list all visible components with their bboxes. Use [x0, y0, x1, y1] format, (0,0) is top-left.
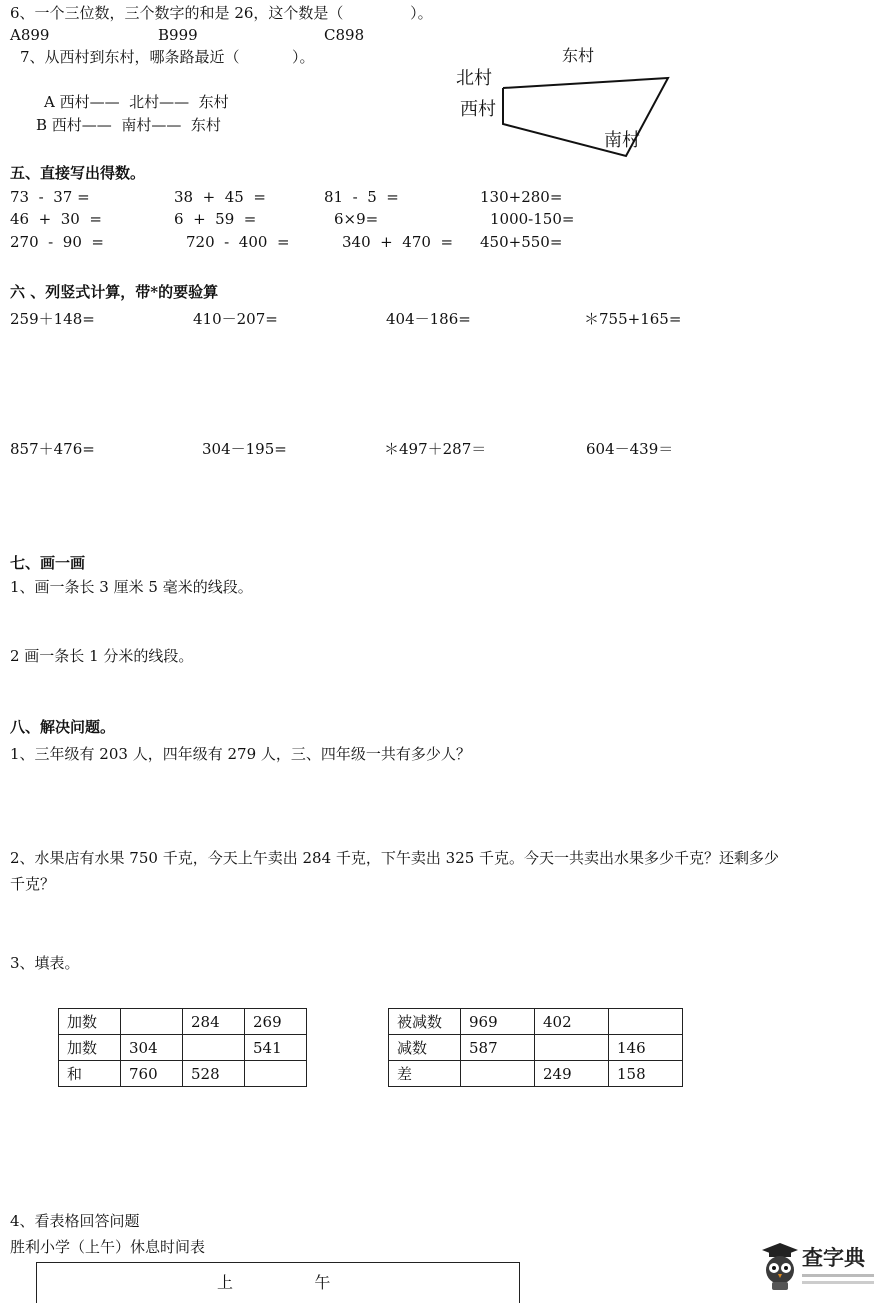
q6-option-a: A899 [10, 26, 50, 44]
table-cell [183, 1035, 245, 1061]
table-cell: 541 [245, 1035, 307, 1061]
table-row [389, 1061, 683, 1087]
problem-2-line-2: 千克？ [10, 875, 56, 893]
problem-4: 4、看表格回答问题 [10, 1212, 140, 1230]
addition-table [58, 1008, 307, 1087]
calc-item: 340 + 470 = [342, 233, 454, 251]
table-cell: 760 [121, 1061, 183, 1087]
route-lines [503, 78, 668, 156]
vertical-calc-item: 410－207= [193, 310, 278, 328]
vertical-calc-item: 857＋476= [10, 440, 95, 458]
table-cell: 减数 [389, 1035, 461, 1061]
problem-3: 3、填表。 [10, 954, 80, 972]
table-cell: 加数 [59, 1035, 121, 1061]
q7-option-a: A 西村—— 北村—— 东村 [44, 93, 229, 111]
table-row [59, 1035, 307, 1061]
calc-item: 73 - 37 = [10, 188, 90, 206]
table-cell [121, 1009, 183, 1035]
vertical-calc-item: 304－195= [202, 440, 287, 458]
calc-item: 46 + 30 = [10, 210, 102, 228]
calc-item: 450+550= [480, 233, 563, 251]
q6-option-b: B999 [158, 26, 198, 44]
schedule-header: 上 午 [217, 1273, 331, 1292]
question-6: 6、一个三位数，三个数字的和是 26，这个数是（ ）。 [10, 4, 433, 22]
q6-option-c: C898 [324, 26, 365, 44]
calc-item: 6×9= [334, 210, 379, 228]
section-8-heading: 八、解决问题。 [10, 718, 116, 736]
vertical-calc-item: ＊497＋287＝ [384, 440, 487, 458]
section-7-heading: 七、画一画 [10, 554, 86, 572]
table-cell: 146 [609, 1035, 683, 1061]
q7-option-b: B 西村—— 南村—— 东村 [36, 116, 221, 134]
calc-item: 81 - 5 = [324, 188, 399, 206]
calc-item: 720 - 400 = [186, 233, 290, 251]
calc-item: 130+280= [480, 188, 563, 206]
owl-mascot-icon [760, 1240, 800, 1292]
calc-item: 1000-150= [490, 210, 575, 228]
subtraction-table [388, 1008, 683, 1087]
table-row [59, 1061, 307, 1087]
problem-1: 1、三年级有 203 人，四年级有 279 人，三、四年级一共有多少人？ [10, 745, 471, 763]
site-logo [760, 1240, 880, 1296]
table-row [389, 1009, 683, 1035]
logo-text: 查字典 [802, 1246, 865, 1270]
schedule-table [36, 1262, 520, 1303]
table-row [389, 1035, 683, 1061]
logo-subtext-line [802, 1281, 874, 1284]
table-cell: 158 [609, 1061, 683, 1087]
table-cell: 284 [183, 1009, 245, 1035]
vertical-calc-item: 604－439＝ [586, 440, 674, 458]
map-label-south: 南村 [604, 130, 640, 151]
section-6-heading: 六 、列竖式计算，带*的要验算 [10, 283, 219, 301]
vertical-calc-item: 404－186= [386, 310, 471, 328]
calc-item: 270 - 90 = [10, 233, 104, 251]
draw-item-1: 1、画一条长 3 厘米 5 毫米的线段。 [10, 578, 253, 596]
calc-item: 6 + 59 = [174, 210, 257, 228]
calc-item: 38 + 45 = [174, 188, 266, 206]
map-label-west: 西村 [460, 99, 496, 120]
table-cell [245, 1061, 307, 1087]
question-7: 7、从西村到东村，哪条路最近（ ）。 [20, 48, 315, 66]
table-cell [609, 1009, 683, 1035]
schedule-title: 胜利小学（上午）休息时间表 [10, 1238, 206, 1256]
table-cell: 被减数 [389, 1009, 461, 1035]
logo-underline [802, 1274, 874, 1277]
table-cell: 269 [245, 1009, 307, 1035]
table-cell: 402 [535, 1009, 609, 1035]
vertical-calc-item: 259＋148= [10, 310, 95, 328]
table-cell: 249 [535, 1061, 609, 1087]
map-label-east: 东村 [562, 46, 595, 65]
table-cell [461, 1061, 535, 1087]
vertical-calc-item: ＊755+165= [584, 310, 682, 328]
section-5-heading: 五、直接写出得数。 [10, 164, 146, 182]
table-cell: 差 [389, 1061, 461, 1087]
table-cell: 304 [121, 1035, 183, 1061]
table-cell: 和 [59, 1061, 121, 1087]
table-cell: 528 [183, 1061, 245, 1087]
table-cell: 969 [461, 1009, 535, 1035]
problem-2-line-1: 2、水果店有水果 750 千克，今天上午卖出 284 千克，下午卖出 325 千克。今天一共卖出水果多少千克？还剩多少 [10, 849, 780, 867]
table-cell: 587 [461, 1035, 535, 1061]
table-row [59, 1009, 307, 1035]
table-cell [535, 1035, 609, 1061]
map-label-north: 北村 [456, 68, 492, 89]
draw-item-2: 2 画一条长 1 分米的线段。 [10, 647, 194, 665]
table-cell: 加数 [59, 1009, 121, 1035]
